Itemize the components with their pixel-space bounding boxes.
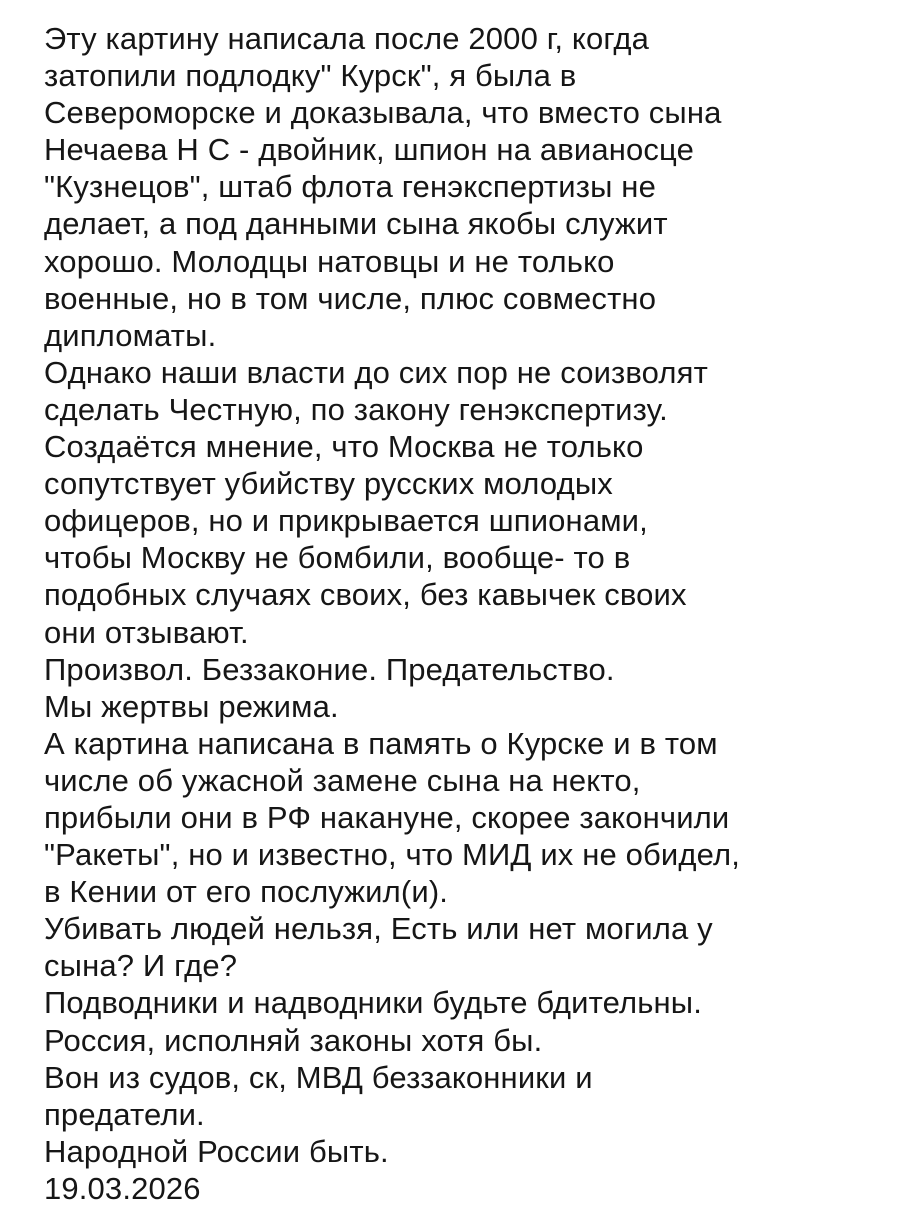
text-line: военные, но в том числе, плюс совместно	[44, 280, 657, 316]
text-line: "Кузнецов", штаб флота генэкспертизы не	[44, 169, 656, 205]
document-body	[44, 20, 884, 1207]
text-line: Народной России быть.	[44, 1133, 389, 1169]
text-line: подобных случаях своих, без кавычек своих	[44, 577, 687, 613]
text-line: Нечаева Н С - двойник, шпион на авианосце	[44, 132, 694, 168]
text-line: в Кении от его послужил(и).	[44, 874, 449, 910]
text-line: дипломаты.	[44, 317, 217, 353]
text-line: "Ракеты", но и известно, что МИД их не обидел,	[44, 837, 740, 873]
text-line: сына? И где?	[44, 948, 238, 984]
text-line: Создаётся мнение, что Москва не только	[44, 429, 644, 465]
text-line: затопили подлодку" Курск", я была в	[44, 58, 577, 94]
date-line: 19.03.2026	[44, 1170, 201, 1206]
text-line: офицеров, но и прикрывается шпионами,	[44, 503, 648, 539]
text-line: делает, а под данными сына якобы служит	[44, 206, 668, 242]
text-line: Вон из судов, ск, МВД беззаконники и	[44, 1059, 593, 1095]
text-line: Эту картину написала после 2000 г, когда	[44, 21, 650, 56]
text-line: Россия, исполняй законы хотя бы.	[44, 1022, 543, 1058]
text-line: хорошо. Молодцы натовцы и не только	[44, 243, 615, 279]
text-line: сопутствует убийству русских молодых	[44, 466, 613, 502]
text-line: Мы жертвы режима.	[44, 688, 339, 724]
text-line: Подводники и надводники будьте бдительны.	[44, 985, 702, 1021]
text-line: А картина написана в память о Курске и в том	[44, 725, 718, 761]
text-line: Североморске и доказывала, что вместо сына	[44, 95, 722, 131]
text-line: сделать Честную, по закону генэкспертизу.	[44, 391, 668, 427]
text-line: прибыли они в РФ накануне, скорее закончили	[44, 799, 730, 835]
text-line: они отзывают.	[44, 614, 249, 650]
text-line: предатели.	[44, 1096, 205, 1132]
text-line: Произвол. Беззаконие. Предательство.	[44, 651, 615, 687]
text-line: числе об ужасной замене сына на некто,	[44, 762, 641, 798]
text-line: Убивать людей нельзя, Есть или нет могила у	[44, 911, 713, 947]
text-line: Однако наши власти до сих пор не соизволят	[44, 354, 708, 390]
text-line: чтобы Москву не бомбили, вообще- то в	[44, 540, 631, 576]
